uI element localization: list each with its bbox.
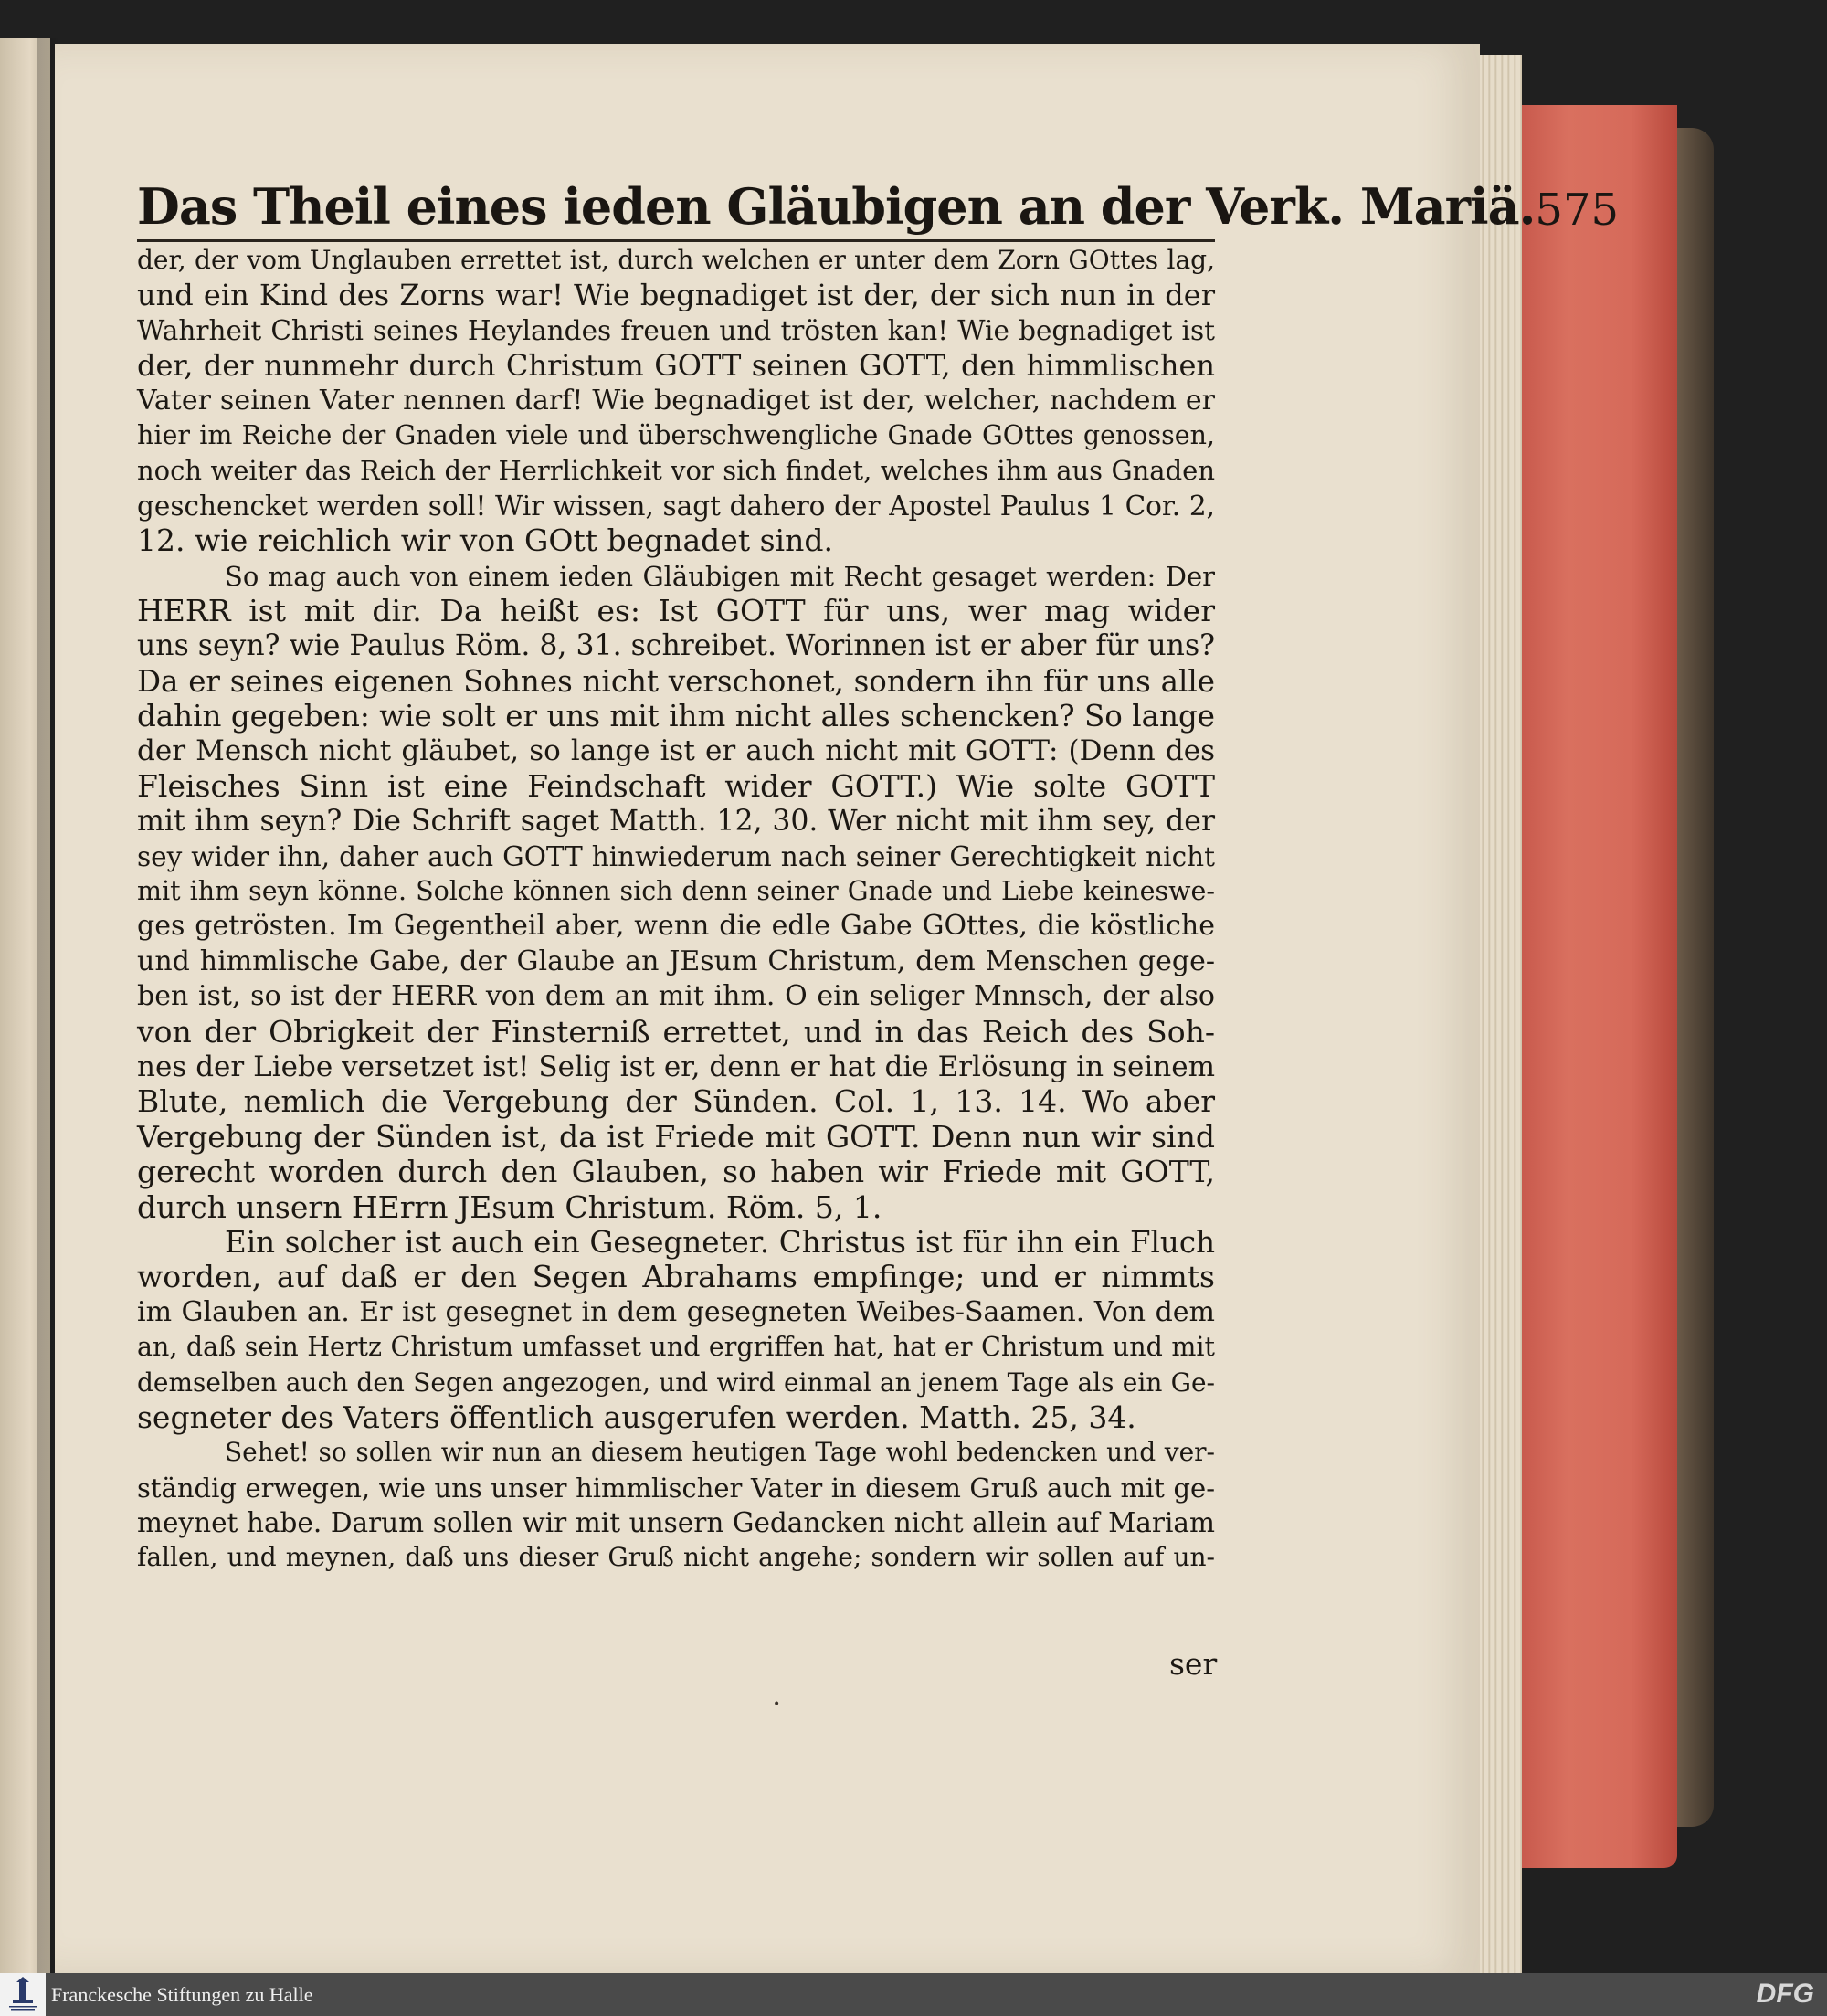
text-line: Ein solcher ist auch ein Gesegneter. Christus ist für ihn ein Fluch <box>225 1224 1215 1260</box>
text-line: durch unsern HErrn JEsum Christum. Röm. 5, 1. <box>137 1188 882 1225</box>
text-line: Vater seinen Vater nennen darf! Wie begnadiget ist der, welcher, nachdem er <box>137 384 1215 417</box>
institution-logo-icon <box>7 1977 38 2013</box>
page-block-edges <box>1478 55 1522 1973</box>
institution-name[interactable]: Franckesche Stiftungen zu Halle <box>51 1982 313 2006</box>
text-line: So mag auch von einem ieden Gläubigen mit Recht gesaget werden: Der <box>225 560 1215 592</box>
text-line: Fleisches Sinn ist eine Feindschaft wider GOTT.) Wie solte GOTT <box>137 767 1215 804</box>
institution-logo[interactable] <box>0 1973 46 2016</box>
text-line: demselben auch den Segen angezogen, und wird einmal an jenem Tage als ein Ge- <box>137 1367 1215 1398</box>
text-line: fallen, und meynen, daß uns dieser Gruß nicht angehe; sondern wir sollen auf un- <box>137 1542 1215 1573</box>
text-line: Da er seines eigenen Sohnes nicht verschonet, sondern ihn für uns alle <box>137 663 1215 699</box>
text-line: an, daß sein Hertz Christum umfasset und ergriffen hat, hat er Christum und mit <box>137 1332 1215 1363</box>
text-line: von der Obrigkeit der Finsterniß errettet, und in das Reich des Soh- <box>137 1013 1215 1050</box>
text-line: Blute, nemlich die Vergebung der Sünden. Col. 1, 13. 14. Wo aber <box>137 1083 1215 1120</box>
text-line: Sehet! so sollen wir nun an diesem heutigen Tage wohl bedencken und ver- <box>225 1437 1215 1468</box>
page-number: 575 <box>1535 185 1620 236</box>
text-line: segneter des Vaters öffentlich ausgerufen werden. Matth. 25, 34. <box>137 1399 1136 1435</box>
signature-mark: • <box>773 1697 781 1712</box>
catchword: ser <box>1169 1646 1218 1682</box>
text-line: im Glauben an. Er ist gesegnet in dem gesegneten Weibes-Saamen. Von dem <box>137 1295 1215 1328</box>
text-line: uns seyn? wie Paulus Röm. 8, 31. schreibet. Worinnen ist er aber für uns? <box>137 629 1215 663</box>
text-line: noch weiter das Reich der Herrlichkeit vor sich findet, welches ihm aus Gnaden <box>137 455 1215 487</box>
text-line: der Mensch nicht gläubet, so lange ist er auch nicht mit GOTT: (Denn des <box>137 734 1215 768</box>
text-line: ständig erwegen, wie uns unser himmlischer Vater in diesem Gruß auch mit ge- <box>137 1472 1215 1504</box>
text-line: nes der Liebe versetzet ist! Selig ist er, denn er hat die Erlösung in seinem <box>137 1050 1215 1083</box>
text-line: dahin gegeben: wie solt er uns mit ihm nicht alles schencken? So lange <box>137 699 1215 734</box>
text-line: HERR ist mit dir. Da heißt es: Ist GOTT für uns, wer mag wider <box>137 592 1215 628</box>
text-line: und himmlische Gabe, der Glaube an JEsum Christum, dem Menschen gege- <box>137 945 1215 977</box>
text-line: gerecht worden durch den Glauben, so haben wir Friede mit GOTT, <box>137 1154 1215 1190</box>
text-line: sey wider ihn, daher auch GOTT hinwiederum nach seiner Gerechtigkeit nicht <box>137 840 1215 872</box>
text-line: und ein Kind des Zorns war! Wie begnadiget ist der, der sich nun in der <box>137 278 1215 313</box>
text-line: mit ihm seyn? Die Schrift saget Matth. 12, 30. Wer nicht mit ihm sey, der <box>137 805 1215 839</box>
text-line: meynet habe. Darum sollen wir mit unsern Gedancken nicht allein auf Mariam <box>137 1507 1215 1539</box>
book-cover-edge <box>1677 128 1714 1827</box>
text-line: ben ist, so ist der HERR von dem an mit ihm. O ein seliger Mnnsch, der also <box>137 980 1215 1013</box>
text-line: worden, auf daß er den Segen Abrahams empfinge; und er nimmts <box>137 1259 1215 1295</box>
text-line: hier im Reiche der Gnaden viele und überschwengliche Gnade GOttes genossen, <box>137 419 1215 450</box>
text-line: der, der vom Unglauben errettet ist, durch welchen er unter dem Zorn GOttes lag, <box>137 245 1215 275</box>
header-rule <box>137 239 1215 242</box>
text-line: 12. wie reichlich wir von GOtt begnadet sind. <box>137 522 833 559</box>
text-line: geschencket werden soll! Wir wissen, sagt dahero der Apostel Paulus 1 Cor. 2, <box>137 490 1215 522</box>
footer-bar <box>0 1973 1827 2016</box>
red-fore-edge <box>1522 105 1677 1868</box>
text-line: mit ihm seyn könne. Solche können sich denn seiner Gnade und Liebe keineswe- <box>137 876 1215 907</box>
text-line: Wahrheit Christi seines Heylandes freuen und trösten kan! Wie begnadiget ist <box>137 314 1215 346</box>
text-line: Vergebung der Sünden ist, da ist Friede mit GOTT. Denn nun wir sind <box>137 1118 1215 1155</box>
running-head <box>137 163 1620 236</box>
running-title: Das Theil eines ieden Gläubigen an der Verk. Mariä. <box>137 177 1536 236</box>
text-line: der, der nunmehr durch Christum GOTT seinen GOTT, den himmlischen <box>137 348 1215 384</box>
dfg-badge[interactable]: DFG <box>1756 1979 1814 2009</box>
text-line: ges getrösten. Im Gegentheil aber, wenn die edle Gabe GOttes, die köstliche <box>137 910 1215 943</box>
body-text <box>137 243 1215 1576</box>
